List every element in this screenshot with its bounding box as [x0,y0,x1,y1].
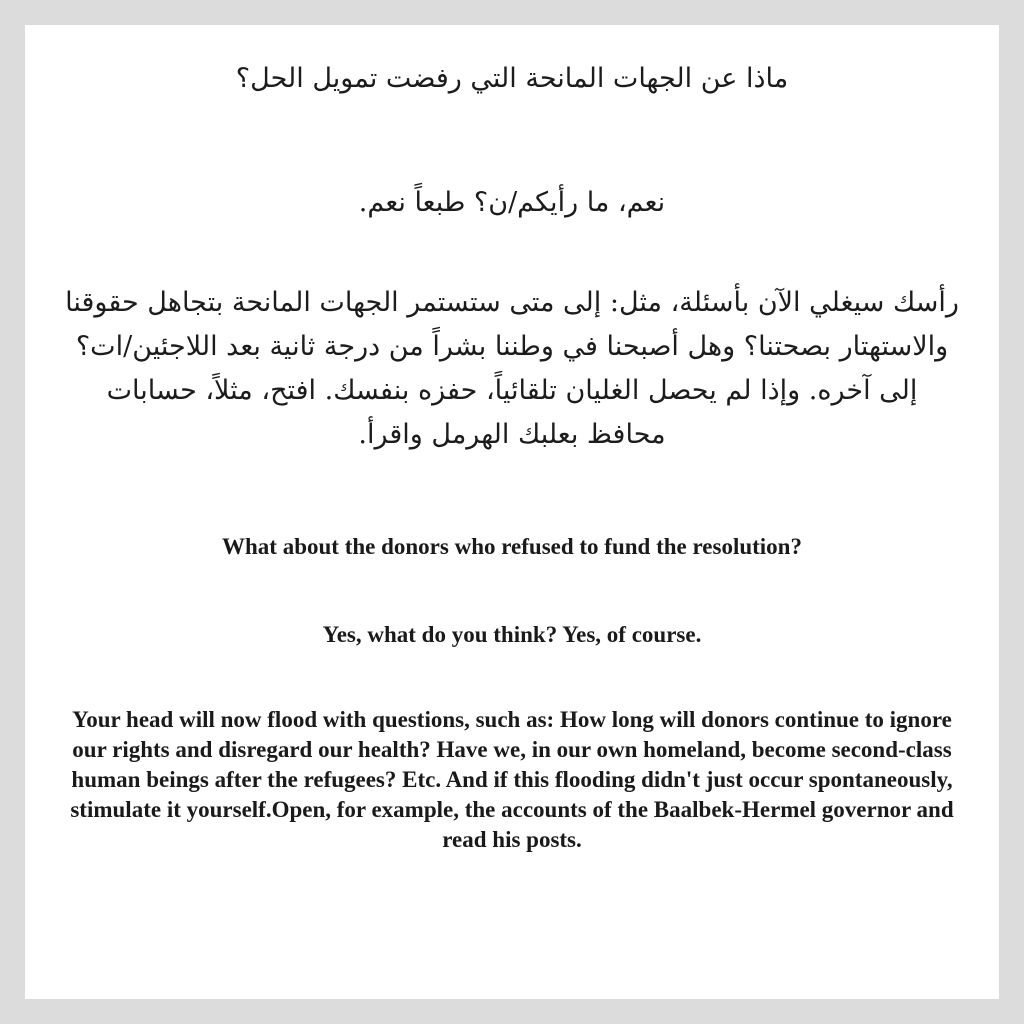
arabic-question: ماذا عن الجهات المانحة التي رفضت تمويل الحل؟ [235,63,789,94]
text-card [25,25,999,999]
arabic-answer: نعم، ما رأيكم/ن؟ طبعاً نعم. [358,187,666,218]
english-paragraph: Your head will now flood with questions, such as: How long will donors continue to ignore our rights and disregard our health? Have we, in our own homeland, become second-class human beings after the refugees? Etc. And if this flooding didn't just occur spontaneously, stimulate it yourself.Open, for example, the accounts of the Baalbek-Hermel governor and read his posts. [70,707,954,852]
english-answer: Yes, what do you think? Yes, of course. [322,622,702,647]
english-question: What about the donors who refused to fund the resolution? [222,534,802,559]
arabic-paragraph: رأسك سيغلي الآن بأسئلة، مثل: إلى متى ستستمر الجهات المانحة بتجاهل حقوقنا والاستهتار بصحتنا؟ وهل أصبحنا في وطننا بشراً من درجة ثانية بعد اللاجئين/ات؟ إلى آخره. وإذا لم يحصل الغليان تلقائياً، حفزه بنفسك. افتح، مثلاً، حسابات محافظ بعلبك الهرمل واقرأ. [65,287,959,450]
